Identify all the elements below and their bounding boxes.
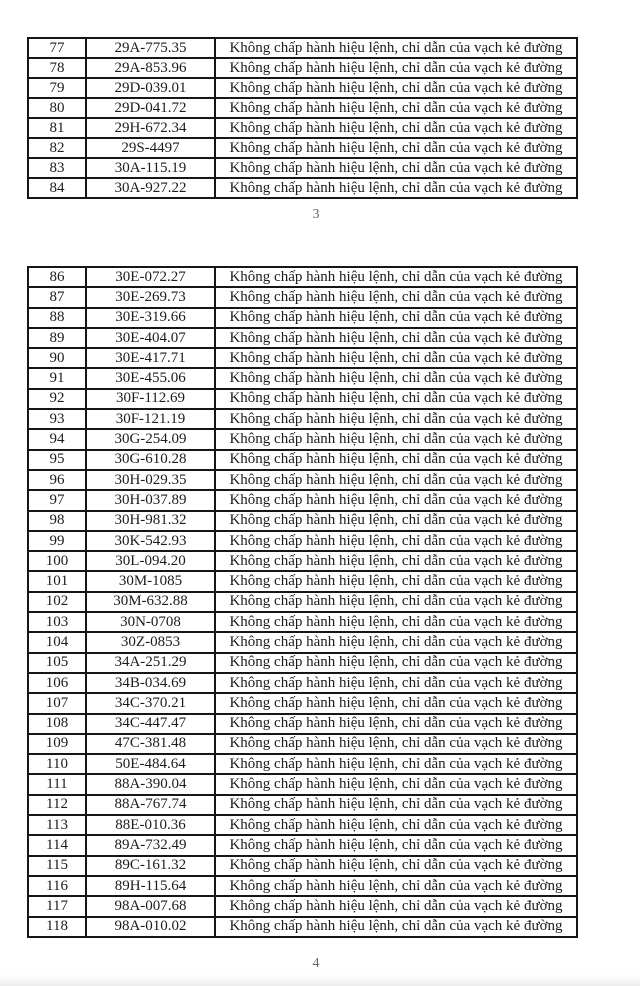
table-row [28,612,577,632]
violation-description-cell: Không chấp hành hiệu lệnh, chỉ dẫn của vạch kẻ đường [215,714,577,734]
row-number-cell: 112 [28,795,86,815]
table-row [28,714,577,734]
license-plate-cell: 30E-319.66 [86,308,215,328]
violations-table-page-3 [27,37,578,199]
violation-description-cell: Không chấp hành hiệu lệnh, chỉ dẫn của vạch kẻ đường [215,287,577,307]
license-plate-cell: 89A-732.49 [86,835,215,855]
row-number-cell: 92 [28,389,86,409]
license-plate-cell: 34C-447.47 [86,714,215,734]
table-row [28,328,577,348]
violations-table-body [28,267,577,937]
violation-description-cell: Không chấp hành hiệu lệnh, chỉ dẫn của vạch kẻ đường [215,835,577,855]
row-number-cell: 102 [28,592,86,612]
row-number-cell: 104 [28,632,86,652]
violation-description-cell: Không chấp hành hiệu lệnh, chỉ dẫn của vạch kẻ đường [215,592,577,612]
row-number-cell: 82 [28,138,86,158]
table-row [28,118,577,138]
table-row [28,835,577,855]
table-row [28,856,577,876]
violation-description-cell: Không chấp hành hiệu lệnh, chỉ dẫn của vạch kẻ đường [215,490,577,510]
row-number-cell: 86 [28,267,86,287]
table-row [28,78,577,98]
row-number-cell: 83 [28,158,86,178]
row-number-cell: 114 [28,835,86,855]
license-plate-cell: 30M-632.88 [86,592,215,612]
row-number-cell: 87 [28,287,86,307]
license-plate-cell: 30K-542.93 [86,531,215,551]
row-number-cell: 101 [28,571,86,591]
license-plate-cell: 29H-672.34 [86,118,215,138]
violation-description-cell: Không chấp hành hiệu lệnh, chỉ dẫn của vạch kẻ đường [215,58,577,78]
violation-description-cell: Không chấp hành hiệu lệnh, chỉ dẫn của vạch kẻ đường [215,511,577,531]
violation-description-cell: Không chấp hành hiệu lệnh, chỉ dẫn của vạch kẻ đường [215,470,577,490]
row-number-cell: 116 [28,876,86,896]
license-plate-cell: 88E-010.36 [86,815,215,835]
violation-description-cell: Không chấp hành hiệu lệnh, chỉ dẫn của vạch kẻ đường [215,409,577,429]
table-row [28,876,577,896]
table-row [28,511,577,531]
table-row [28,673,577,693]
row-number-cell: 118 [28,917,86,937]
license-plate-cell: 30H-037.89 [86,490,215,510]
license-plate-cell: 30H-029.35 [86,470,215,490]
violation-description-cell: Không chấp hành hiệu lệnh, chỉ dẫn của vạch kẻ đường [215,267,577,287]
table-row [28,308,577,328]
license-plate-cell: 30Z-0853 [86,632,215,652]
row-number-cell: 90 [28,348,86,368]
violation-description-cell: Không chấp hành hiệu lệnh, chỉ dẫn của vạch kẻ đường [215,38,577,58]
table-row [28,653,577,673]
table-row [28,389,577,409]
violation-description-cell: Không chấp hành hiệu lệnh, chỉ dẫn của vạch kẻ đường [215,158,577,178]
table-row [28,531,577,551]
row-number-cell: 99 [28,531,86,551]
license-plate-cell: 88A-390.04 [86,774,215,794]
violation-description-cell: Không chấp hành hiệu lệnh, chỉ dẫn của vạch kẻ đường [215,774,577,794]
table-row [28,98,577,118]
license-plate-cell: 30G-610.28 [86,450,215,470]
row-number-cell: 100 [28,551,86,571]
table-row [28,693,577,713]
violation-description-cell: Không chấp hành hiệu lệnh, chỉ dẫn của vạch kẻ đường [215,896,577,916]
license-plate-cell: 30E-455.06 [86,368,215,388]
violation-description-cell: Không chấp hành hiệu lệnh, chỉ dẫn của vạch kẻ đường [215,673,577,693]
table-row [28,632,577,652]
license-plate-cell: 47C-381.48 [86,734,215,754]
license-plate-cell: 89C-161.32 [86,856,215,876]
violation-description-cell: Không chấp hành hiệu lệnh, chỉ dẫn của vạch kẻ đường [215,118,577,138]
violation-description-cell: Không chấp hành hiệu lệnh, chỉ dẫn của vạch kẻ đường [215,653,577,673]
license-plate-cell: 89H-115.64 [86,876,215,896]
row-number-cell: 89 [28,328,86,348]
violation-description-cell: Không chấp hành hiệu lệnh, chỉ dẫn của vạch kẻ đường [215,571,577,591]
table-row [28,734,577,754]
table-row [28,158,577,178]
license-plate-cell: 50E-484.64 [86,754,215,774]
license-plate-cell: 30E-417.71 [86,348,215,368]
license-plate-cell: 30F-121.19 [86,409,215,429]
table-row [28,138,577,158]
table-row [28,450,577,470]
violation-description-cell: Không chấp hành hiệu lệnh, chỉ dẫn của vạch kẻ đường [215,138,577,158]
table-row [28,58,577,78]
license-plate-cell: 34C-370.21 [86,693,215,713]
row-number-cell: 78 [28,58,86,78]
table-row [28,178,577,198]
table-row [28,754,577,774]
row-number-cell: 97 [28,490,86,510]
table-row [28,267,577,287]
license-plate-cell: 29D-041.72 [86,98,215,118]
row-number-cell: 113 [28,815,86,835]
table-row [28,368,577,388]
license-plate-cell: 30L-094.20 [86,551,215,571]
violation-description-cell: Không chấp hành hiệu lệnh, chỉ dẫn của vạch kẻ đường [215,917,577,937]
row-number-cell: 81 [28,118,86,138]
violation-description-cell: Không chấp hành hiệu lệnh, chỉ dẫn của vạch kẻ đường [215,876,577,896]
table-row [28,551,577,571]
row-number-cell: 117 [28,896,86,916]
row-number-cell: 96 [28,470,86,490]
table-row [28,896,577,916]
license-plate-cell: 88A-767.74 [86,795,215,815]
page-bottom-edge [0,974,640,986]
table-row [28,429,577,449]
table-row [28,287,577,307]
violation-description-cell: Không chấp hành hiệu lệnh, chỉ dẫn của vạch kẻ đường [215,98,577,118]
license-plate-cell: 30F-112.69 [86,389,215,409]
violation-description-cell: Không chấp hành hiệu lệnh, chỉ dẫn của vạch kẻ đường [215,531,577,551]
license-plate-cell: 98A-007.68 [86,896,215,916]
license-plate-cell: 29S-4497 [86,138,215,158]
violation-description-cell: Không chấp hành hiệu lệnh, chỉ dẫn của vạch kẻ đường [215,178,577,198]
violation-description-cell: Không chấp hành hiệu lệnh, chỉ dẫn của vạch kẻ đường [215,348,577,368]
row-number-cell: 108 [28,714,86,734]
table-row [28,774,577,794]
license-plate-cell: 30E-269.73 [86,287,215,307]
violations-table-page-4 [27,266,578,938]
violation-description-cell: Không chấp hành hiệu lệnh, chỉ dẫn của vạch kẻ đường [215,632,577,652]
page-number-footer-3: 3 [312,207,320,222]
row-number-cell: 93 [28,409,86,429]
license-plate-cell: 30E-404.07 [86,328,215,348]
violation-description-cell: Không chấp hành hiệu lệnh, chỉ dẫn của vạch kẻ đường [215,856,577,876]
license-plate-cell: 29D-039.01 [86,78,215,98]
row-number-cell: 106 [28,673,86,693]
row-number-cell: 95 [28,450,86,470]
license-plate-cell: 98A-010.02 [86,917,215,937]
table-row [28,917,577,937]
violation-description-cell: Không chấp hành hiệu lệnh, chỉ dẫn của vạch kẻ đường [215,551,577,571]
row-number-cell: 105 [28,653,86,673]
row-number-cell: 115 [28,856,86,876]
table-row [28,348,577,368]
license-plate-cell: 30M-1085 [86,571,215,591]
violation-description-cell: Không chấp hành hiệu lệnh, chỉ dẫn của vạch kẻ đường [215,754,577,774]
table-row [28,571,577,591]
table-row [28,592,577,612]
license-plate-cell: 34B-034.69 [86,673,215,693]
row-number-cell: 77 [28,38,86,58]
row-number-cell: 79 [28,78,86,98]
violations-table-body [28,38,577,198]
table-row [28,815,577,835]
page-number-footer-4: 4 [312,956,320,971]
violation-description-cell: Không chấp hành hiệu lệnh, chỉ dẫn của vạch kẻ đường [215,328,577,348]
row-number-cell: 109 [28,734,86,754]
violation-description-cell: Không chấp hành hiệu lệnh, chỉ dẫn của vạch kẻ đường [215,429,577,449]
violation-description-cell: Không chấp hành hiệu lệnh, chỉ dẫn của vạch kẻ đường [215,389,577,409]
license-plate-cell: 30E-072.27 [86,267,215,287]
table-row [28,409,577,429]
license-plate-cell: 30G-254.09 [86,429,215,449]
row-number-cell: 84 [28,178,86,198]
license-plate-cell: 29A-775.35 [86,38,215,58]
violation-description-cell: Không chấp hành hiệu lệnh, chỉ dẫn của vạch kẻ đường [215,612,577,632]
table-row [28,470,577,490]
row-number-cell: 107 [28,693,86,713]
row-number-cell: 91 [28,368,86,388]
table-row [28,795,577,815]
row-number-cell: 111 [28,774,86,794]
license-plate-cell: 30A-115.19 [86,158,215,178]
table-row [28,490,577,510]
violation-description-cell: Không chấp hành hiệu lệnh, chỉ dẫn của vạch kẻ đường [215,450,577,470]
row-number-cell: 98 [28,511,86,531]
row-number-cell: 103 [28,612,86,632]
license-plate-cell: 30H-981.32 [86,511,215,531]
row-number-cell: 88 [28,308,86,328]
row-number-cell: 80 [28,98,86,118]
license-plate-cell: 34A-251.29 [86,653,215,673]
violation-description-cell: Không chấp hành hiệu lệnh, chỉ dẫn của vạch kẻ đường [215,693,577,713]
row-number-cell: 94 [28,429,86,449]
violation-description-cell: Không chấp hành hiệu lệnh, chỉ dẫn của vạch kẻ đường [215,78,577,98]
violation-description-cell: Không chấp hành hiệu lệnh, chỉ dẫn của vạch kẻ đường [215,308,577,328]
violation-description-cell: Không chấp hành hiệu lệnh, chỉ dẫn của vạch kẻ đường [215,368,577,388]
license-plate-cell: 30N-0708 [86,612,215,632]
license-plate-cell: 29A-853.96 [86,58,215,78]
row-number-cell: 110 [28,754,86,774]
violation-description-cell: Không chấp hành hiệu lệnh, chỉ dẫn của vạch kẻ đường [215,815,577,835]
license-plate-cell: 30A-927.22 [86,178,215,198]
table-row [28,38,577,58]
violation-description-cell: Không chấp hành hiệu lệnh, chỉ dẫn của vạch kẻ đường [215,734,577,754]
violation-description-cell: Không chấp hành hiệu lệnh, chỉ dẫn của vạch kẻ đường [215,795,577,815]
